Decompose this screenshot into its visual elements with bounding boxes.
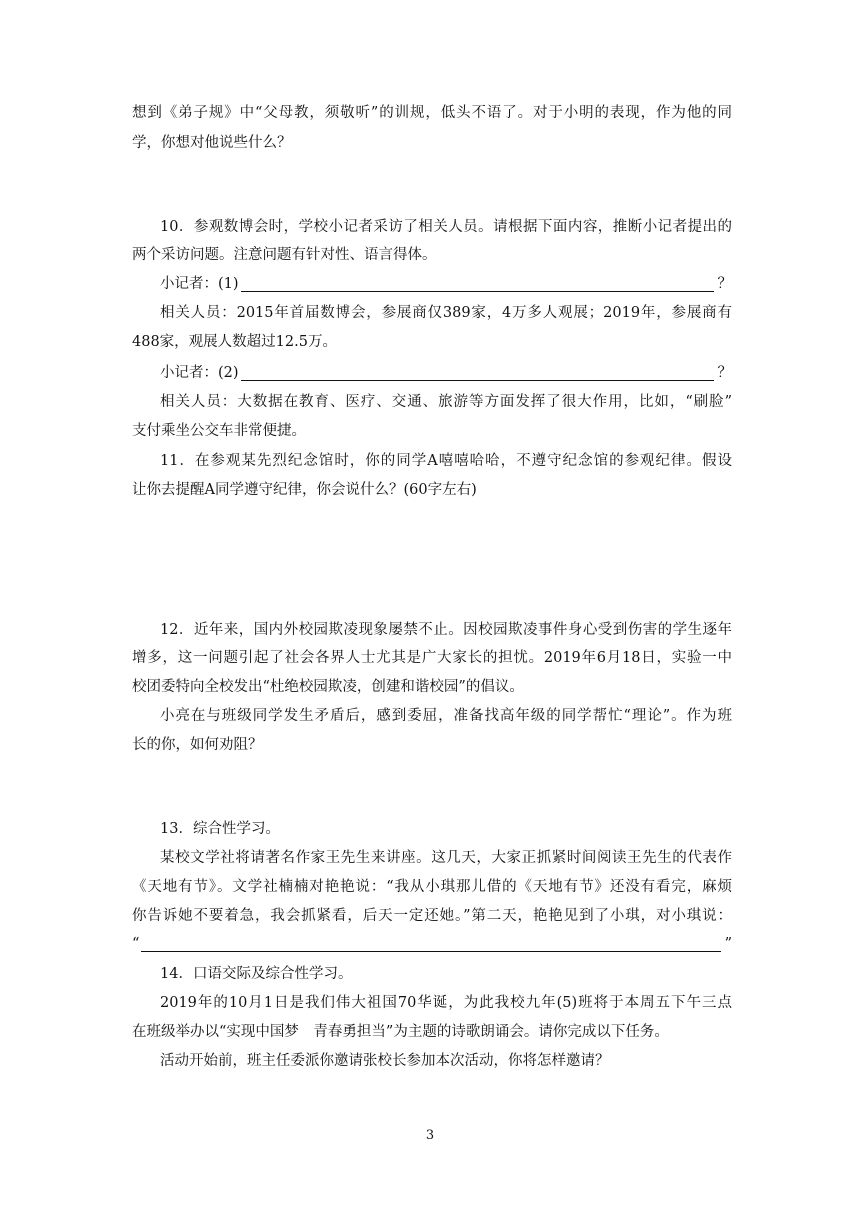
q12-stem-line-5: 长的你，如何劝阻？ xyxy=(132,737,263,753)
q10-answer-1-line-1: 相关人员：2015年首届数博会，参展商仅389家，4万多人观展；2019年，参展商有 xyxy=(160,305,732,321)
page-number: 3 xyxy=(425,1128,435,1143)
q10-stem-line-1: 10．参观数博会时，学校小记者采访了相关人员。请根据下面内容，推断小记者提出的 xyxy=(160,219,732,235)
q14-title: 14．口语交际及综合性学习。 xyxy=(160,966,353,982)
q14-stem-line-1: 2019年的10月1日是我们伟大祖国70华诞，为此我校九年(5)班将于本周五下午三点 xyxy=(160,995,732,1011)
q14-stem-line-2: 在班级举办以“实现中国梦 青春勇担当”为主题的诗歌朗诵会。请你完成以下任务。 xyxy=(132,1024,669,1040)
q11-stem-line-2: 让你去提醒A同学遵守纪律，你会说什么？(60字左右) xyxy=(132,482,477,498)
q10-reporter-1-label: 小记者：(1) xyxy=(160,276,239,292)
q10-answer-blank-1[interactable] xyxy=(241,277,714,292)
q10-reporter-1-end: ？ xyxy=(717,276,732,292)
q11-stem-line-1: 11．在参观某先烈纪念馆时，你的同学A嘻嘻哈哈，不遵守纪念馆的参观纪律。假设 xyxy=(160,453,732,469)
q13-answer-quote xyxy=(132,931,732,957)
q12-stem-line-3: 校团委特向全校发出“杜绝校园欺凌，创建和谐校园”的倡议。 xyxy=(132,679,524,695)
q9-text-line-2: 学，你想对他说些什么？ xyxy=(132,135,292,151)
q10-reporter-question-1 xyxy=(160,271,732,297)
q12-stem-line-4: 小亮在与班级同学发生矛盾后，感到委屈，准备找高年级的同学帮忙“理论”。作为班 xyxy=(160,708,732,724)
q10-reporter-2-end: ？ xyxy=(717,365,732,381)
q13-quote-close: ” xyxy=(724,936,732,952)
q12-stem-line-1: 12．近年来，国内外校园欺凌现象屡禁不止。因校园欺凌事件身心受到伤害的学生逐年 xyxy=(160,622,732,638)
q13-answer-blank[interactable] xyxy=(141,937,720,952)
q9-text-line-1: 想到《弟子规》中“父母教，须敬听”的训规，低头不语了。对于小明的表现，作为他的同 xyxy=(132,105,732,121)
q14-task: 活动开始前，班主任委派你邀请张校长参加本次活动，你将怎样邀请？ xyxy=(160,1053,610,1069)
q13-stem-line-2: 《天地有节》。文学社楠楠对艳艳说：“我从小琪那儿借的《天地有节》还没有看完，麻烦 xyxy=(132,879,732,895)
q13-quote-open: “ xyxy=(132,936,140,952)
q10-answer-2-line-2: 支付乘坐公交车非常便捷。 xyxy=(132,423,306,439)
q10-answer-1-line-2: 488家，观展人数超过12.5万。 xyxy=(132,334,337,350)
q10-answer-blank-2[interactable] xyxy=(241,366,714,381)
q10-reporter-question-2 xyxy=(160,360,732,386)
q13-stem-line-1: 某校文学社将请著名作家王先生来讲座。这几天，大家正抓紧时间阅读王先生的代表作 xyxy=(160,850,732,866)
q13-title: 13．综合性学习。 xyxy=(160,821,280,837)
q10-stem-line-2: 两个采访问题。注意问题有针对性、语言得体。 xyxy=(132,247,437,263)
q12-stem-line-2: 增多，这一问题引起了社会各界人士尤其是广大家长的担忧。2019年6月18日，实验一中 xyxy=(132,650,732,666)
q10-reporter-2-label: 小记者：(2) xyxy=(160,365,239,381)
q13-stem-line-3: 你告诉她不要着急，我会抓紧看，后天一定还她。”第二天，艳艳见到了小琪，对小琪说： xyxy=(132,908,732,924)
q10-answer-2-line-1: 相关人员：大数据在教育、医疗、交通、旅游等方面发挥了很大作用，比如，“刷脸” xyxy=(160,394,732,410)
